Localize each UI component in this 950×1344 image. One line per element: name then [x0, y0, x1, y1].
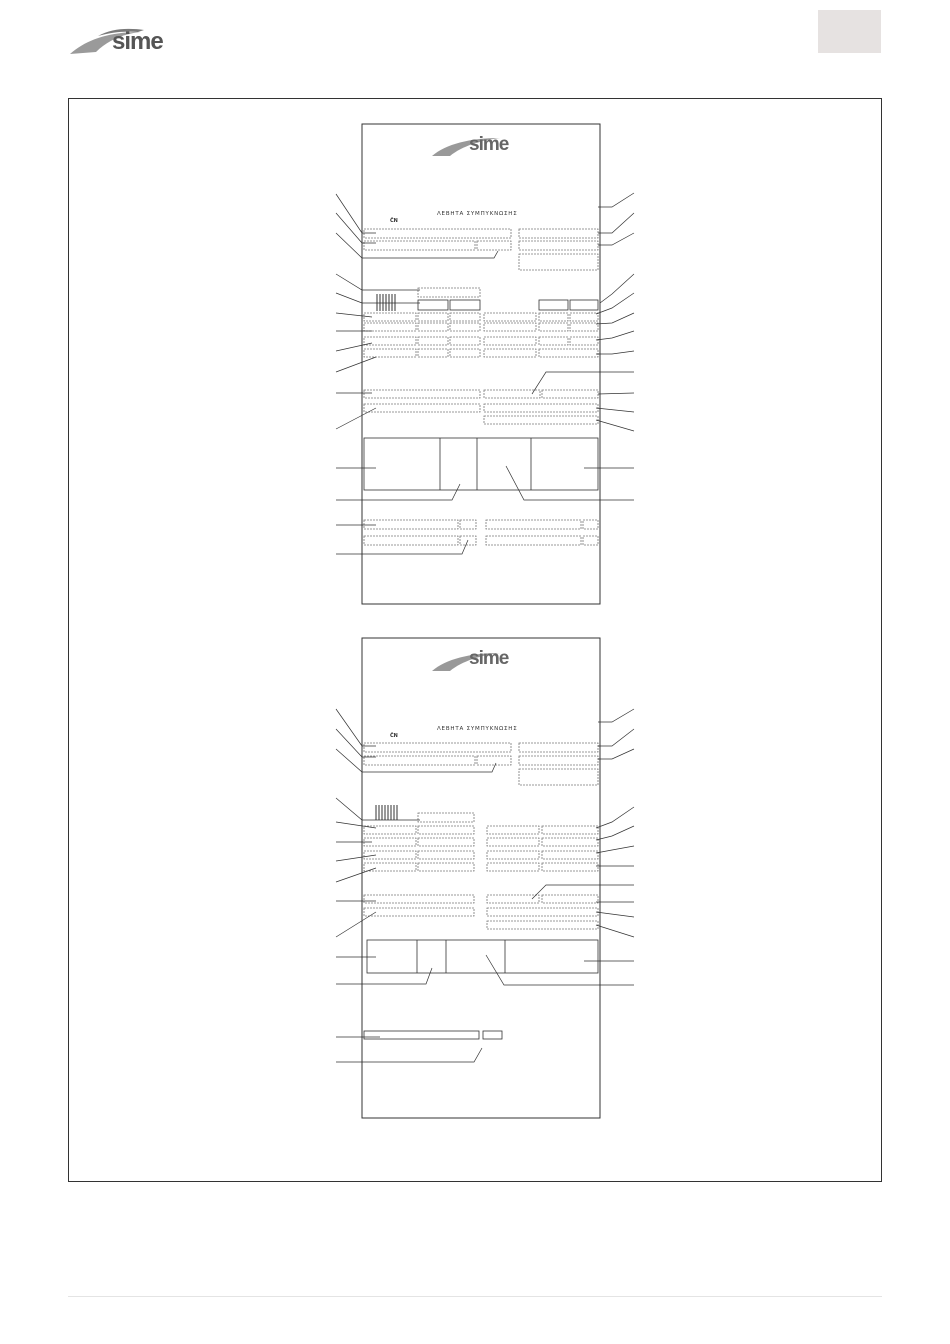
- brand-wordmark: sime: [112, 28, 163, 55]
- plate-2-mark: ČN: [390, 733, 398, 739]
- plate-2-brand: sime: [469, 648, 509, 669]
- plate-1-title: ΛΕΒΗΤΑ ΣΥΜΠΥΚΝΩΣΗΣ: [437, 211, 518, 217]
- footer-divider: [68, 1296, 882, 1297]
- plate-2-title: ΛΕΒΗΤΑ ΣΥΜΠΥΚΝΩΣΗΣ: [437, 726, 518, 732]
- plate-1-mark: ČN: [390, 218, 398, 224]
- plate-1-brand: sime: [469, 134, 509, 155]
